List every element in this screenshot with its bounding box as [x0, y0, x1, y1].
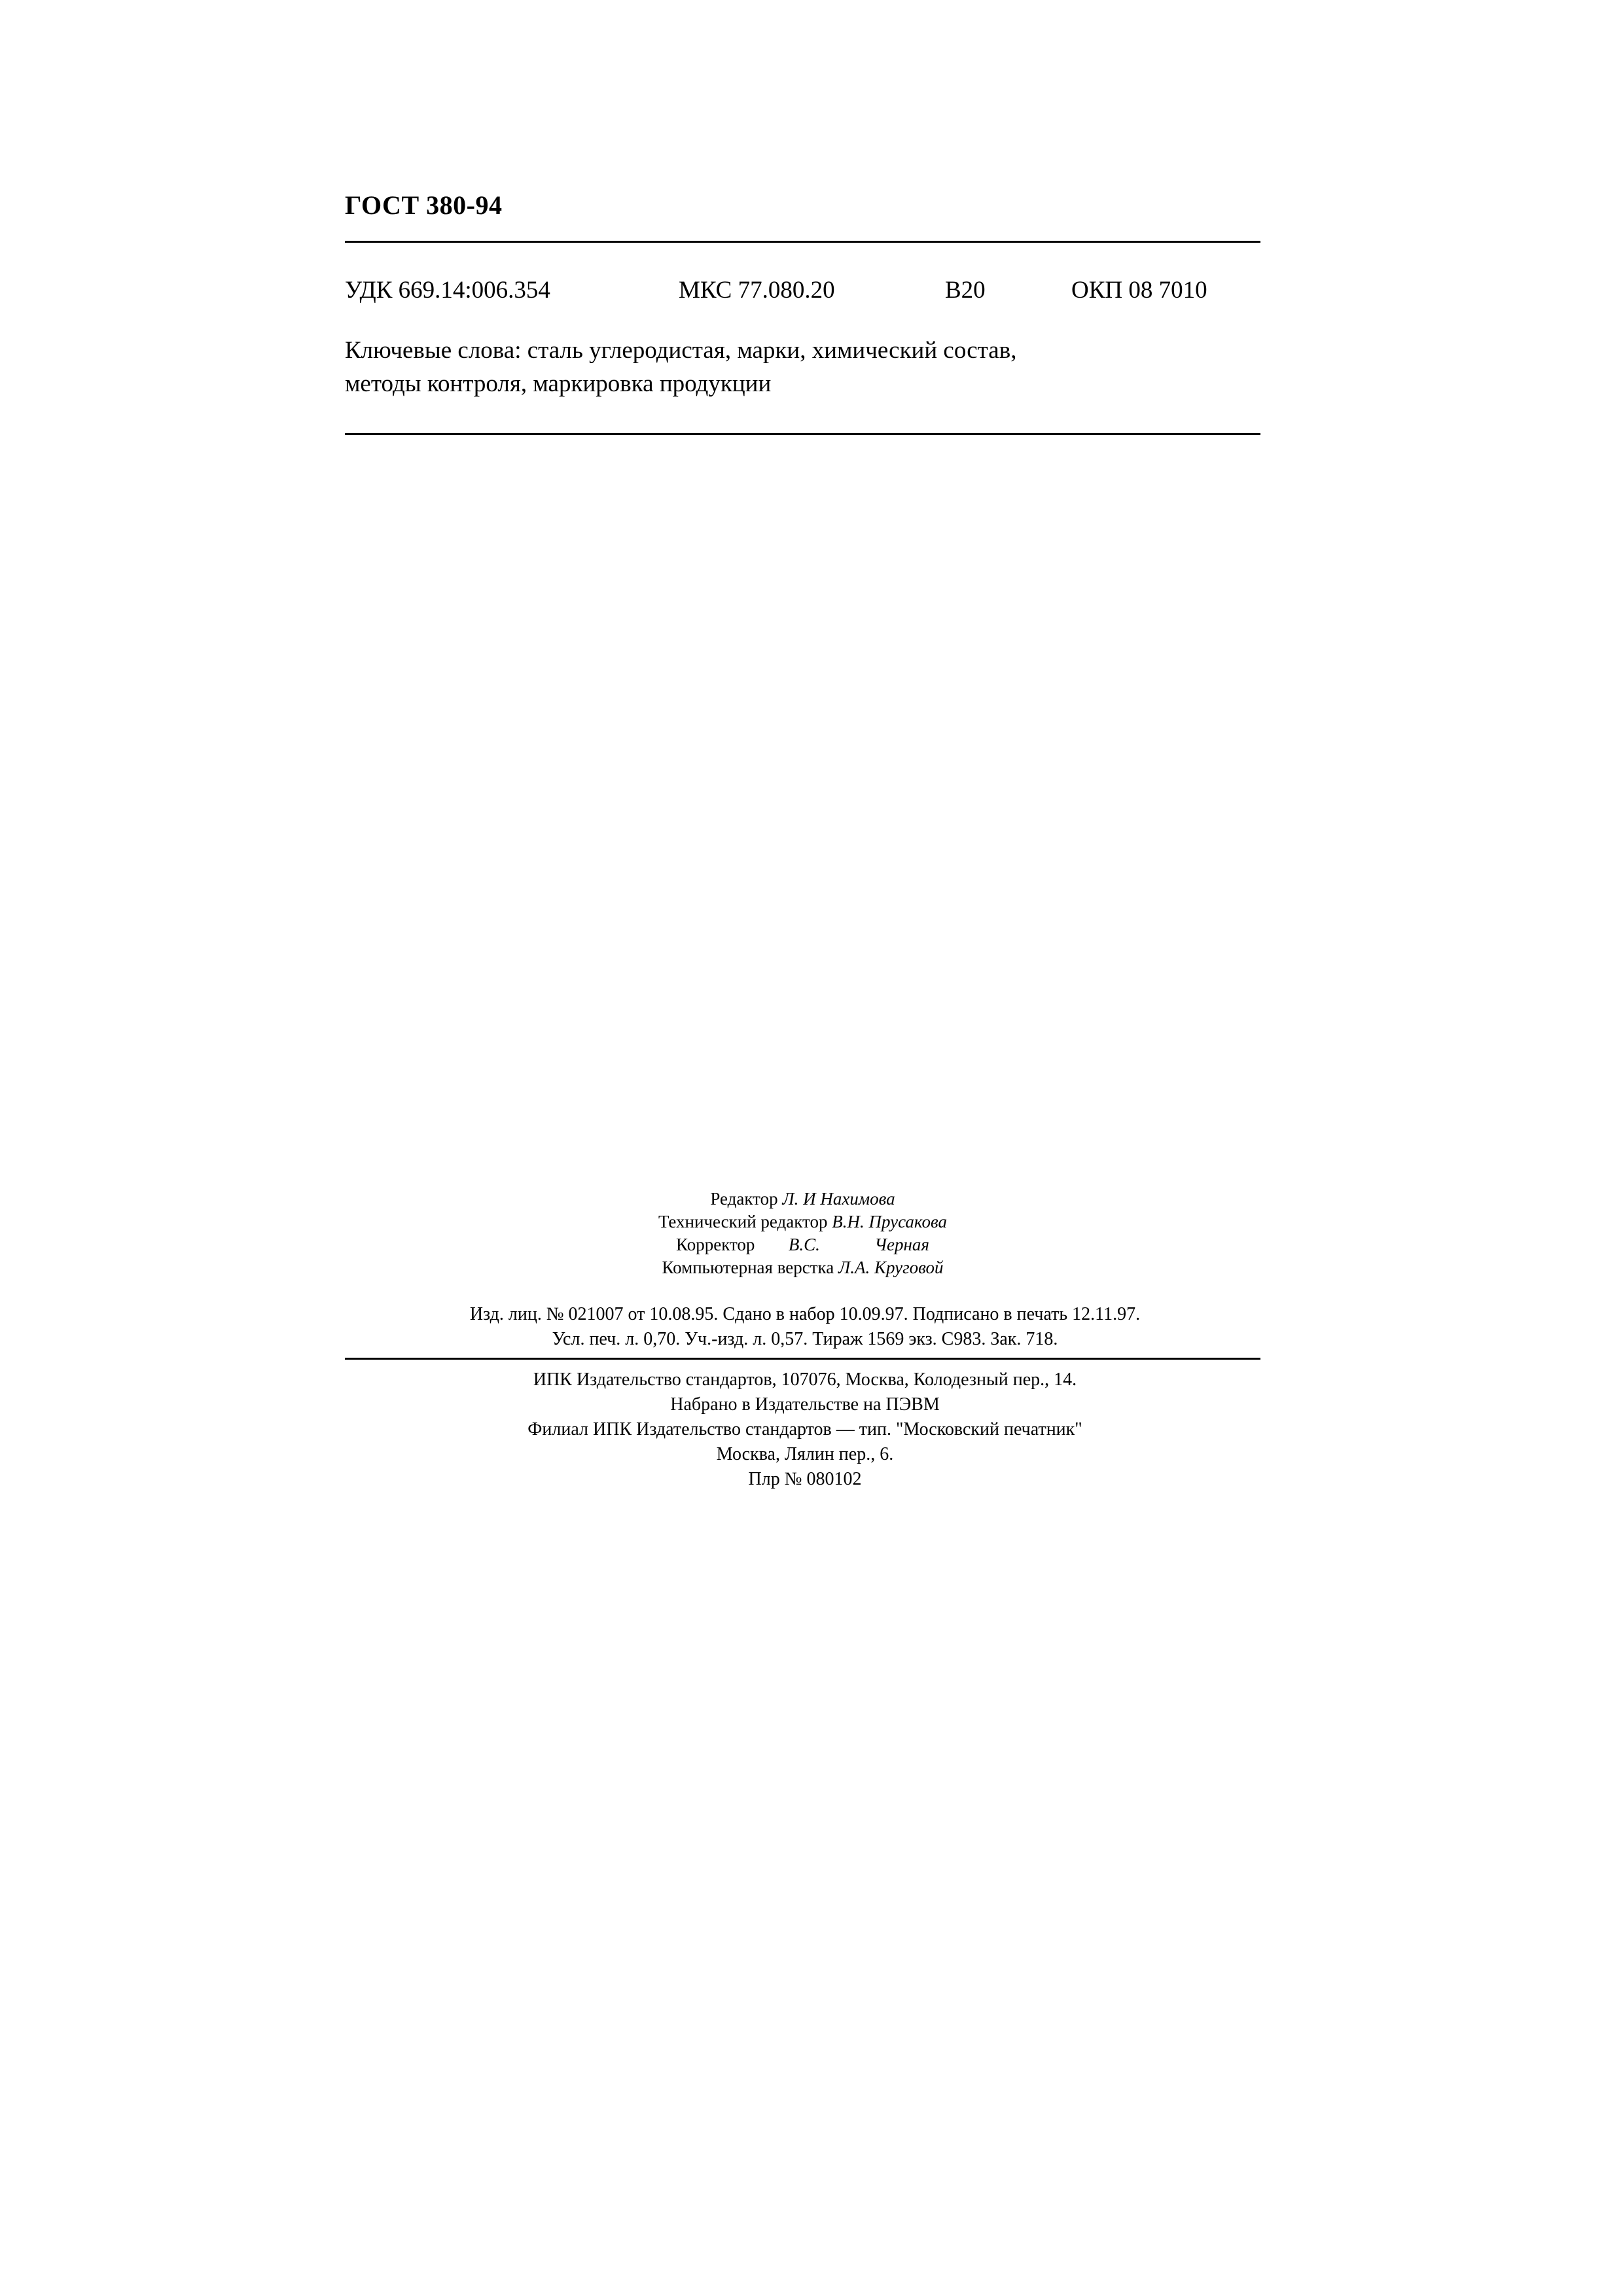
publisher-line-4: Москва, Лялин пер., 6. — [716, 1444, 894, 1464]
keywords-line-1: Ключевые слова: сталь углеродистая, марки, химический состав, — [345, 337, 1017, 364]
publisher-line-2: Набрано в Издательстве на ПЭВМ — [670, 1394, 940, 1415]
group-code: В20 — [945, 277, 986, 304]
publisher-line-3: Филиал ИПК Издательство стандартов — тип. "Московский печатник" — [527, 1419, 1082, 1439]
publisher-line-5: Плр № 080102 — [748, 1469, 862, 1489]
credit-layout-name: Л.А. Круговой — [838, 1258, 944, 1277]
imprint-block — [327, 1302, 1283, 1352]
credit-layout-label: Компьютерная верстка — [662, 1258, 834, 1277]
credits-block — [345, 1188, 1260, 1279]
credit-corrector-label: Корректор — [676, 1235, 755, 1254]
credit-corrector — [345, 1233, 1260, 1256]
imprint-line-2: Усл. печ. л. 0,70. Уч.-изд. л. 0,57. Тираж 1569 экз. С983. Зак. 718. — [552, 1329, 1058, 1349]
keywords-block — [345, 334, 1274, 400]
colophon-rule — [345, 1358, 1260, 1360]
header-rule-bottom — [345, 433, 1260, 435]
credit-tech-editor-name: В.Н. Прусакова — [832, 1212, 948, 1231]
header-rule-top — [345, 241, 1260, 243]
udk-code: УДК 669.14:006.354 — [345, 277, 550, 304]
credit-corrector-name-last: Черная — [874, 1235, 929, 1254]
okp-code: ОКП 08 7010 — [1071, 277, 1207, 304]
credit-tech-editor-label: Технический редактор — [658, 1212, 828, 1231]
credit-corrector-name-first: В.С. — [788, 1235, 820, 1254]
credit-editor — [345, 1188, 1260, 1210]
standard-number: ГОСТ 380-94 — [345, 190, 503, 220]
mks-code: МКС 77.080.20 — [679, 277, 835, 304]
credit-tech-editor — [345, 1210, 1260, 1233]
credit-editor-label: Редактор — [710, 1189, 778, 1209]
publisher-line-1: ИПК Издательство стандартов, 107076, Москва, Колодезный пер., 14. — [533, 1369, 1077, 1390]
credit-layout — [345, 1256, 1260, 1279]
publisher-block — [327, 1368, 1283, 1492]
imprint-line-1: Изд. лиц. № 021007 от 10.08.95. Сдано в набор 10.09.97. Подписано в печать 12.11.97. — [469, 1304, 1141, 1324]
keywords-line-2: методы контроля, маркировка продукции — [345, 370, 772, 397]
credit-editor-name: Л. И Нахимова — [782, 1189, 895, 1209]
